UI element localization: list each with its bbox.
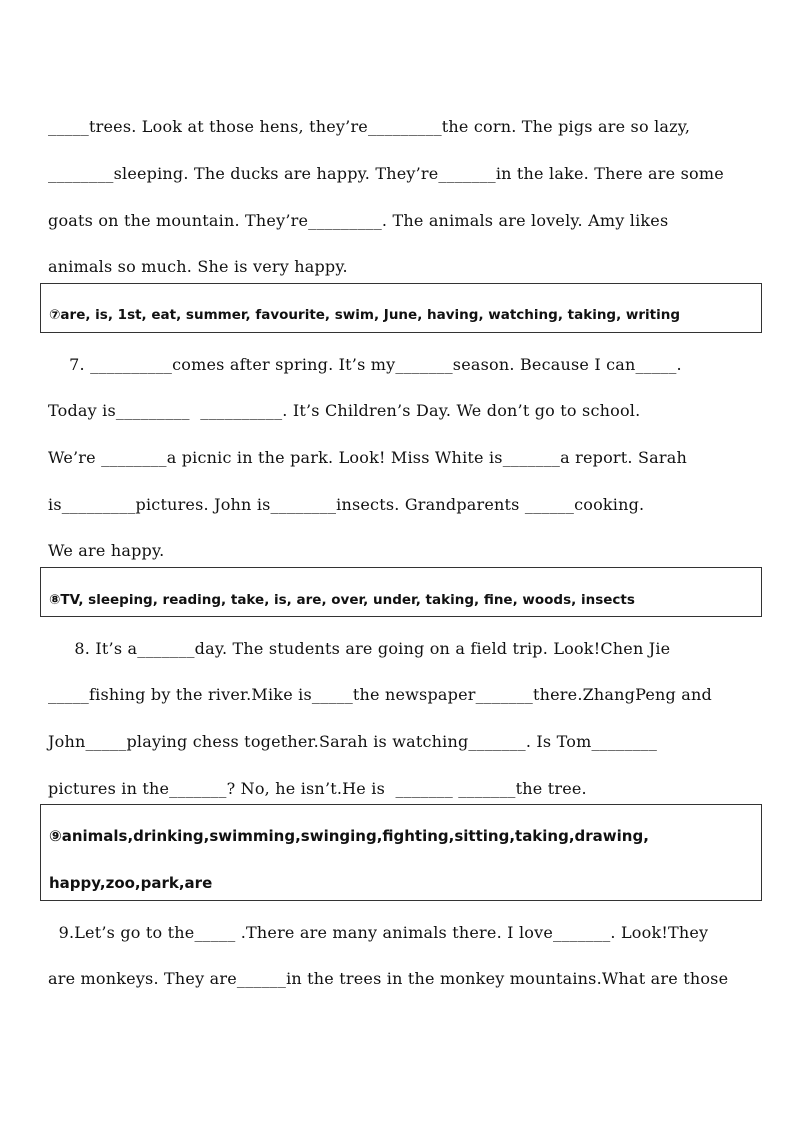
passage-7-line-3: We’re ________a picnic in the park. Look! Miss White is_______a report. Sarah [48, 448, 687, 467]
word-box-7-words: ⑦are, is, 1st, eat, summer, favourite, swim, June, having, watching, taking, writing [49, 307, 681, 323]
word-box-8-words: ⑧TV, sleeping, reading, take, is, are, over, under, taking, fine, woods, insects [49, 592, 635, 608]
passage-6-line-2: ________sleeping. The ducks are happy. They’re_______in the lake. There are some [48, 164, 724, 183]
passage-7-line-1: 7. __________comes after spring. It’s my_______season. Because I can_____. [48, 355, 682, 374]
passage-6-line-1: _____trees. Look at those hens, they’re_________the corn. The pigs are so lazy, [48, 117, 691, 136]
passage-7-line-5: We are happy. [48, 541, 165, 560]
passage-7-line-4: is_________pictures. John is________insects. Grandparents ______cooking. [48, 495, 645, 514]
passage-6-line-4: animals so much. She is very happy. [48, 257, 348, 276]
word-box-9 [40, 804, 762, 901]
word-box-9-line-2: happy,zoo,park,are [49, 874, 213, 892]
passage-9-line-2: are monkeys. They are______in the trees in the monkey mountains.What are those [48, 969, 729, 988]
passage-8-line-3: John_____playing chess together.Sarah is watching_______. Is Tom________ [48, 732, 658, 751]
passage-9-line-1: 9.Let’s go to the_____ .There are many animals there. I love_______. Look!They [48, 923, 709, 942]
word-box-8 [40, 567, 762, 617]
passage-8-line-4: pictures in the_______? No, he isn’t.He is _______ _______the tree. [48, 779, 587, 798]
word-box-7 [40, 283, 762, 333]
passage-8-line-1: 8. It’s a_______day. The students are going on a field trip. Look!Chen Jie [48, 639, 671, 658]
passage-8-line-2: _____fishing by the river.Mike is_____the newspaper_______there.ZhangPeng and [48, 685, 712, 704]
passage-6-line-3: goats on the mountain. They’re_________. The animals are lovely. Amy likes [48, 211, 669, 230]
passage-7-line-2: Today is_________ __________. It’s Children’s Day. We don’t go to school. [48, 401, 641, 420]
word-box-9-line-1: ⑨animals,drinking,swimming,swinging,fighting,sitting,taking,drawing, [49, 827, 649, 845]
